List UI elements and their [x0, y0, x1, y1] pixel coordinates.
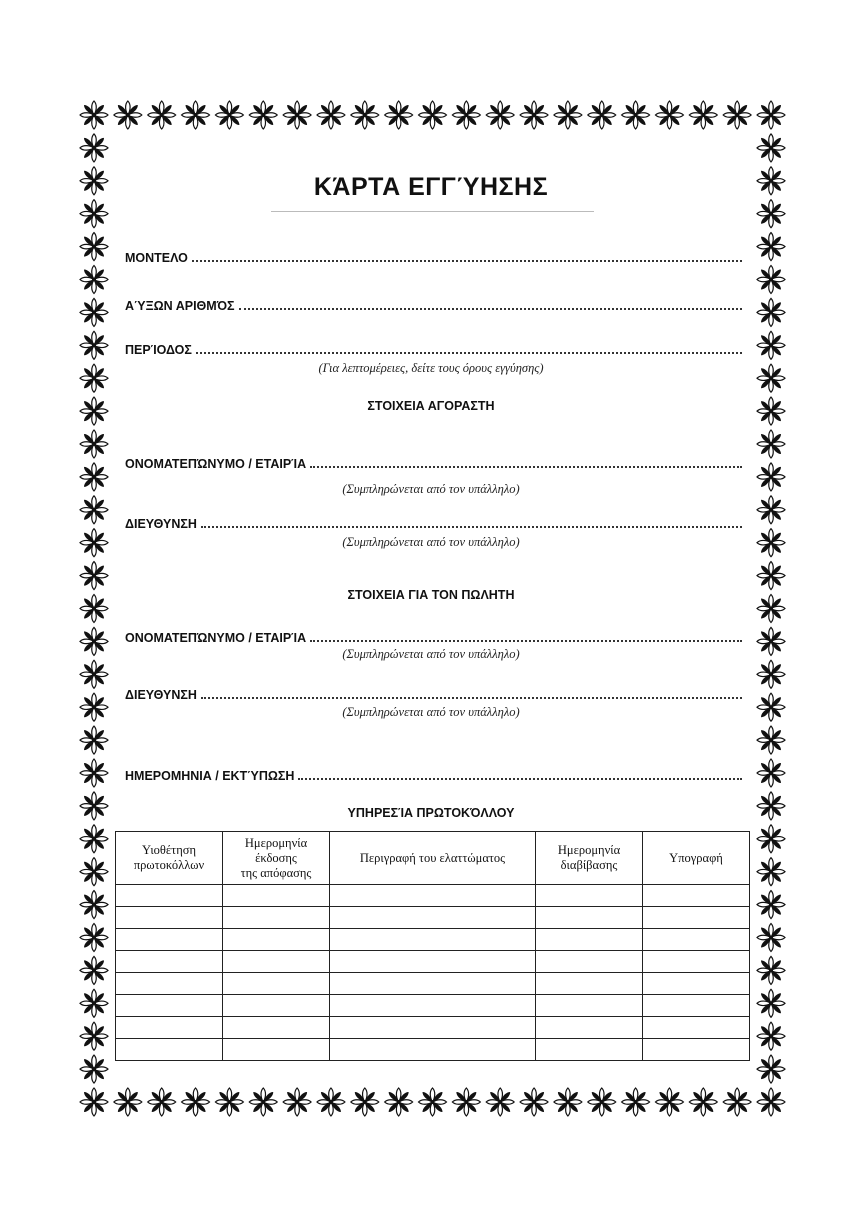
- header-line: της απόφασης: [240, 865, 312, 880]
- table-cell[interactable]: [536, 951, 643, 973]
- buyer-address-dotted-line[interactable]: [201, 526, 742, 528]
- serial-number-field[interactable]: [125, 293, 742, 313]
- model-dotted-line[interactable]: [192, 260, 742, 262]
- serial-number-dotted-line[interactable]: [239, 308, 742, 310]
- table-row: [116, 885, 750, 907]
- table-cell[interactable]: [223, 929, 330, 951]
- table-cell[interactable]: [330, 907, 536, 929]
- table-cell[interactable]: [223, 1039, 330, 1061]
- table-cell[interactable]: [536, 929, 643, 951]
- serial-number-label: ΑΎΞΩΝ ΑΡΙΘΜΌΣ: [125, 299, 235, 313]
- table-cell[interactable]: [223, 951, 330, 973]
- date-print-label: ΗΜΕΡΟΜΗΝΙΑ / ΕΚΤΎΠΩΣΗ: [125, 769, 295, 783]
- seller-name-dotted-line[interactable]: [310, 640, 742, 642]
- table-row: [116, 929, 750, 951]
- header-line: έκδοσης: [255, 850, 297, 865]
- header-line: πρωτοκόλλων: [133, 858, 205, 872]
- table-row: [116, 1017, 750, 1039]
- buyer-name-field[interactable]: [125, 451, 742, 471]
- seller-address-label: ΔΙΕΥΘΥΝΣΗ: [125, 688, 197, 702]
- table-cell[interactable]: [643, 907, 750, 929]
- date-print-field[interactable]: [125, 763, 742, 783]
- table-cell[interactable]: [330, 885, 536, 907]
- seller-address-hint: (Συμπληρώνεται από τον υπάλληλο): [342, 705, 520, 719]
- table-cell[interactable]: [643, 1017, 750, 1039]
- header-line: Ημερομηνία: [244, 835, 308, 850]
- table-row: [116, 995, 750, 1017]
- table-cell[interactable]: [536, 973, 643, 995]
- table-cell[interactable]: [536, 1039, 643, 1061]
- model-field[interactable]: [125, 245, 742, 265]
- table-cell[interactable]: [330, 995, 536, 1017]
- table-cell[interactable]: [536, 995, 643, 1017]
- page-title: ΚΆΡΤΑ ΕΓΓΎΗΣΗΣ: [313, 173, 549, 201]
- table-row: [116, 973, 750, 995]
- buyer-name-hint: (Συμπληρώνεται από τον υπάλληλο): [342, 482, 520, 496]
- protocol-body: [116, 885, 750, 1061]
- header-transmission-date: [536, 832, 643, 885]
- title-underline: [271, 211, 594, 212]
- header-line: Υιοθέτηση: [141, 843, 197, 857]
- table-cell[interactable]: [643, 1039, 750, 1061]
- table-cell[interactable]: [116, 885, 223, 907]
- table-cell[interactable]: [223, 907, 330, 929]
- buyer-address-hint: (Συμπληρώνεται από τον υπάλληλο): [342, 535, 520, 549]
- seller-name-hint: (Συμπληρώνεται από τον υπάλληλο): [342, 647, 520, 661]
- buyer-heading: ΣΤΟΙΧΕΙΑ ΑΓΟΡΑΣΤΗ: [367, 399, 495, 413]
- period-dotted-line[interactable]: [196, 352, 742, 354]
- seller-heading: ΣΤΟΙΧΕΙΑ ΓΙΑ ΤΟΝ ΠΩΛΗΤΗ: [347, 588, 515, 602]
- header-line: διαβίβασης: [560, 858, 618, 872]
- model-label: ΜΟΝΤΕΛΟ: [125, 251, 188, 265]
- date-print-dotted-line[interactable]: [298, 778, 742, 780]
- table-cell[interactable]: [116, 1017, 223, 1039]
- table-cell[interactable]: [536, 1017, 643, 1039]
- table-cell[interactable]: [116, 995, 223, 1017]
- table-cell[interactable]: [536, 907, 643, 929]
- seller-name-label: ΟΝΟΜΑΤΕΠΏΝΥΜΟ / ΕΤΑΙΡΊΑ: [125, 631, 307, 645]
- seller-address-field[interactable]: [125, 682, 742, 702]
- table-cell[interactable]: [330, 1039, 536, 1061]
- buyer-name-label: ΟΝΟΜΑΤΕΠΏΝΥΜΟ / ΕΤΑΙΡΊΑ: [125, 457, 307, 471]
- buyer-name-dotted-line[interactable]: [310, 466, 742, 468]
- table-cell[interactable]: [643, 973, 750, 995]
- table-cell[interactable]: [643, 929, 750, 951]
- period-label: ΠΕΡΊΟΔΟΣ: [125, 343, 192, 357]
- table-row: [116, 951, 750, 973]
- table-cell[interactable]: [643, 951, 750, 973]
- table-cell[interactable]: [116, 951, 223, 973]
- table-cell[interactable]: [223, 1017, 330, 1039]
- table-cell[interactable]: [330, 973, 536, 995]
- table-cell[interactable]: [223, 995, 330, 1017]
- header-adoption: [116, 832, 223, 885]
- protocol-header-row: [116, 832, 750, 885]
- table-cell[interactable]: [223, 885, 330, 907]
- table-cell[interactable]: [330, 951, 536, 973]
- table-row: [116, 907, 750, 929]
- table-cell[interactable]: [116, 929, 223, 951]
- buyer-address-field[interactable]: [125, 511, 742, 531]
- table-row: [116, 1039, 750, 1061]
- period-hint: (Για λεπτομέρειες, δείτε τους όρους εγγύησης): [318, 361, 544, 375]
- header-signature: [643, 832, 750, 885]
- seller-name-field[interactable]: [125, 625, 742, 645]
- seller-address-dotted-line[interactable]: [201, 697, 742, 699]
- header-line: Ημερομηνία: [557, 843, 621, 857]
- buyer-address-label: ΔΙΕΥΘΥΝΣΗ: [125, 517, 197, 531]
- protocol-heading: ΥΠΗΡΕΣΊΑ ΠΡΩΤΟΚΌΛΛΟΥ: [347, 806, 515, 820]
- table-cell[interactable]: [223, 973, 330, 995]
- header-defect-description: [330, 832, 536, 885]
- table-cell[interactable]: [330, 1017, 536, 1039]
- table-cell[interactable]: [643, 885, 750, 907]
- header-line: Περιγραφή του ελαττώματος: [359, 850, 506, 865]
- table-cell[interactable]: [643, 995, 750, 1017]
- protocol-table: [115, 831, 750, 1061]
- table-cell[interactable]: [116, 973, 223, 995]
- header-issue-date: [223, 832, 330, 885]
- table-cell[interactable]: [116, 907, 223, 929]
- table-cell[interactable]: [536, 885, 643, 907]
- period-field[interactable]: [125, 337, 742, 357]
- table-cell[interactable]: [116, 1039, 223, 1061]
- table-cell[interactable]: [330, 929, 536, 951]
- header-line: Υπογραφή: [669, 850, 723, 865]
